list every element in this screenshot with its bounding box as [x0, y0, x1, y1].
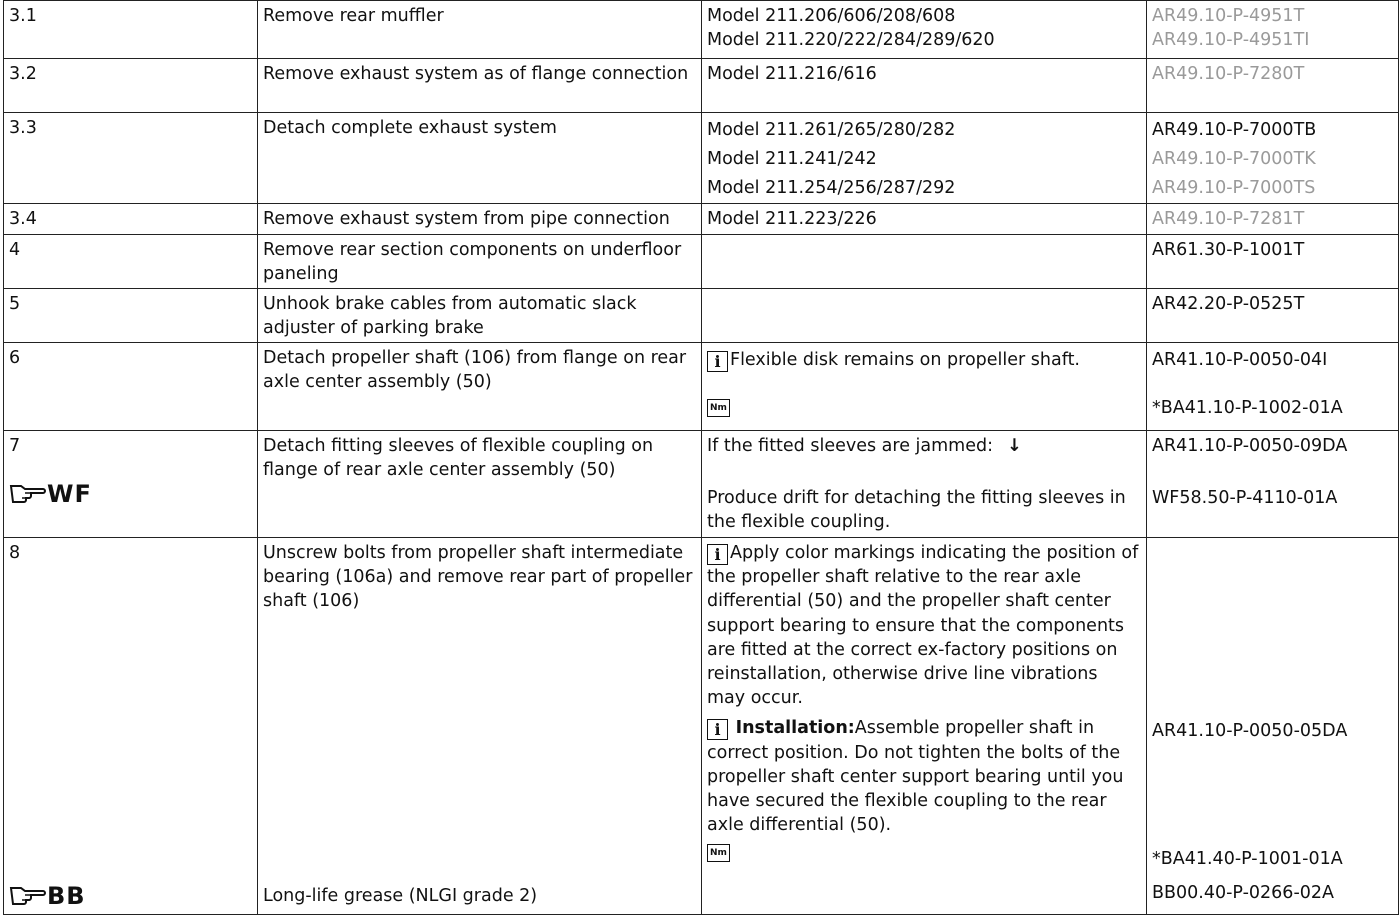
step-action: Unscrew bolts from propeller shaft intermediate bearing (106a) and remove rear part of propeller shaft (106) Long-life grease (NLGI grade 2)	[258, 538, 702, 915]
step-number: 4	[4, 235, 258, 289]
step-action: Detach propeller shaft (106) from flange on rear axle center assembly (50)	[258, 343, 702, 431]
table-row	[4, 343, 1399, 431]
step-info	[702, 343, 1147, 431]
step-number: 3.4	[4, 204, 258, 235]
step-number: 3.2	[4, 59, 258, 113]
step-info	[702, 289, 1147, 343]
model-line: Model 211.254/256/287/292	[707, 178, 956, 198]
model-line: Model 211.216/616	[707, 64, 877, 84]
model-line: Model 211.241/242	[707, 149, 877, 169]
reference-link[interactable]: *BA41.40-P-1001-01A	[1152, 849, 1343, 869]
torque-nm-icon[interactable]: Nm	[707, 399, 730, 417]
grease-spec: Long-life grease (NLGI grade 2)	[263, 886, 538, 906]
step-info	[702, 59, 1147, 113]
step-action: Detach fitting sleeves of flexible coupling on flange of rear axle center assembly (50)	[258, 431, 702, 538]
reference-link[interactable]: AR49.10-P-4951TI	[1152, 30, 1310, 50]
reference-link[interactable]: AR49.10-P-7000TS	[1152, 178, 1316, 198]
installation-label: Installation:	[735, 718, 855, 739]
torque-nm-icon[interactable]: Nm	[707, 844, 730, 862]
model-line: Model 211.223/226	[707, 209, 877, 229]
reference-link[interactable]: AR41.10-P-0050-09DA	[1152, 436, 1348, 456]
step-info	[702, 235, 1147, 289]
tool-note: Produce drift for detaching the fitting sleeves in the flexible coupling.	[707, 488, 1126, 532]
info-note: Assemble propeller shaft in correct position. Do not tighten the bolts of the propeller shaft center support bearing until you have secured the flexible coupling to the rear axle differential (50).	[707, 718, 1124, 836]
table-row	[4, 1, 1399, 59]
pointing-hand-icon	[9, 482, 47, 504]
workshop-equipment-marker: WF	[9, 480, 252, 508]
info-icon: i	[707, 544, 728, 565]
step-refs	[1147, 235, 1399, 289]
grease-marker: BB	[9, 882, 86, 910]
procedure-table	[3, 0, 1399, 915]
reference-link[interactable]: AR41.10-P-0050-04I	[1152, 350, 1328, 370]
reference-link[interactable]: AR41.10-P-0050-05DA	[1152, 721, 1348, 741]
step-number: 8 BB	[4, 538, 258, 915]
pointing-hand-icon	[9, 884, 47, 906]
reference-link[interactable]: AR49.10-P-7281T	[1152, 209, 1305, 229]
table-row	[4, 431, 1399, 538]
table-row	[4, 538, 1399, 915]
table-row	[4, 59, 1399, 113]
step-refs	[1147, 1, 1399, 59]
reference-link[interactable]: AR61.30-P-1001T	[1152, 240, 1305, 260]
info-note: Flexible disk remains on propeller shaft.	[730, 350, 1080, 370]
info-icon: i	[707, 719, 728, 740]
reference-link[interactable]: AR49.10-P-7000TK	[1152, 149, 1316, 169]
step-refs	[1147, 113, 1399, 204]
step-refs	[1147, 204, 1399, 235]
info-icon: i	[707, 351, 728, 372]
table-row	[4, 235, 1399, 289]
step-refs	[1147, 431, 1399, 538]
step-info	[702, 113, 1147, 204]
step-refs	[1147, 289, 1399, 343]
step-number: 3.1	[4, 1, 258, 59]
step-refs	[1147, 538, 1399, 915]
reference-link[interactable]: *BA41.10-P-1002-01A	[1152, 398, 1343, 418]
step-number: 5	[4, 289, 258, 343]
step-refs	[1147, 343, 1399, 431]
reference-link[interactable]: AR49.10-P-4951T	[1152, 6, 1305, 26]
step-number: 6	[4, 343, 258, 431]
reference-link[interactable]: BB00.40-P-0266-02A	[1152, 883, 1334, 903]
reference-link[interactable]: AR49.10-P-7000TB	[1152, 120, 1317, 140]
step-number: 7 WF	[4, 431, 258, 538]
table-row	[4, 289, 1399, 343]
step-info	[702, 1, 1147, 59]
model-line: Model 211.206/606/208/608	[707, 6, 956, 26]
step-action: Detach complete exhaust system	[258, 113, 702, 204]
reference-link[interactable]: AR49.10-P-7280T	[1152, 64, 1305, 84]
step-action: Remove exhaust system from pipe connection	[258, 204, 702, 235]
arrow-down-icon: ↓	[1006, 436, 1022, 456]
step-info	[702, 538, 1147, 915]
condition-text: If the fitted sleeves are jammed:	[707, 436, 993, 456]
step-refs	[1147, 59, 1399, 113]
model-line: Model 211.261/265/280/282	[707, 120, 956, 140]
info-note: Apply color markings indicating the position of the propeller shaft relative to the rear axle differential (50) and the propeller shaft center support bearing to ensure that the components are fitted at the correct ex-factory positions on reinstallation, otherwise drive line vibrations may occur.	[707, 543, 1139, 709]
step-info	[702, 204, 1147, 235]
step-action: Remove rear muffler	[258, 1, 702, 59]
reference-link[interactable]: WF58.50-P-4110-01A	[1152, 488, 1338, 508]
table-row	[4, 204, 1399, 235]
step-info	[702, 431, 1147, 538]
step-number: 3.3	[4, 113, 258, 204]
table-row	[4, 113, 1399, 204]
step-action: Unhook brake cables from automatic slack adjuster of parking brake	[258, 289, 702, 343]
step-action: Remove rear section components on underfloor paneling	[258, 235, 702, 289]
step-action: Remove exhaust system as of flange connection	[258, 59, 702, 113]
model-line: Model 211.220/222/284/289/620	[707, 30, 995, 50]
reference-link[interactable]: AR42.20-P-0525T	[1152, 294, 1305, 314]
